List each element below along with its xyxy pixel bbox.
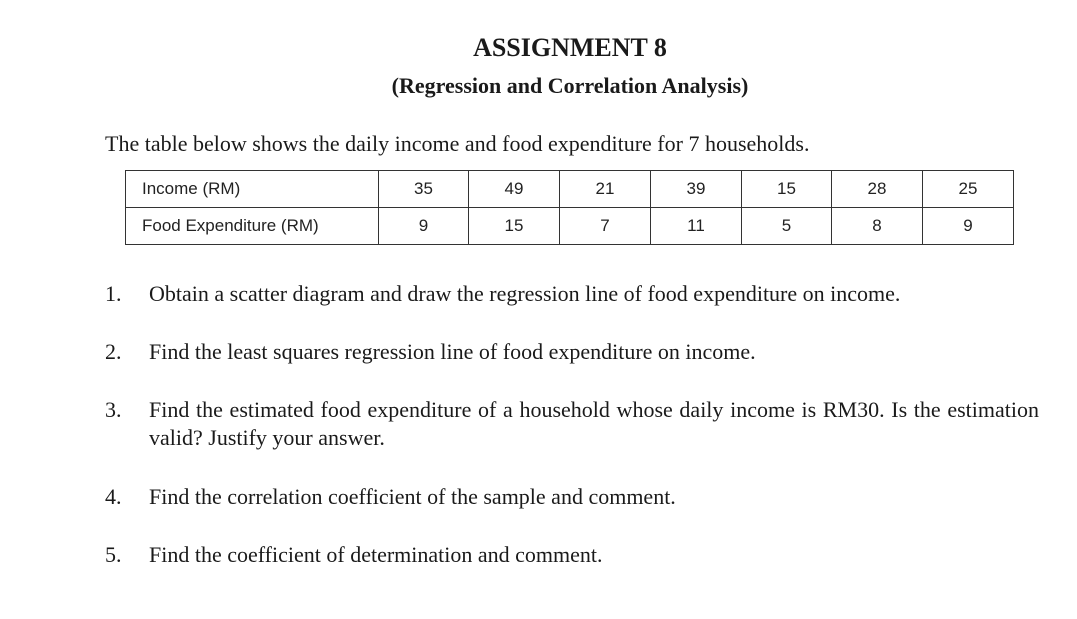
question-number: 4. <box>105 484 122 509</box>
question-number: 2. <box>105 339 122 364</box>
question-number: 5. <box>105 542 122 567</box>
table-cell: 21 <box>560 171 651 208</box>
row-header: Income (RM) <box>126 171 379 208</box>
table-row-food-expenditure <box>126 208 1014 245</box>
table-cell: 5 <box>742 208 832 245</box>
question-number: 1. <box>105 281 122 306</box>
table-cell: 9 <box>923 208 1014 245</box>
table-cell: 9 <box>379 208 469 245</box>
table-cell: 49 <box>469 171 560 208</box>
question-text: Find the coefficient of determination and comment. <box>149 542 603 567</box>
table-cell: 7 <box>560 208 651 245</box>
page-subtitle: (Regression and Correlation Analysis) <box>391 73 749 98</box>
row-header: Food Expenditure (RM) <box>126 208 379 245</box>
table-cell: 15 <box>469 208 560 245</box>
page-title: ASSIGNMENT 8 <box>473 33 667 62</box>
table-cell: 15 <box>742 171 832 208</box>
table-cell: 28 <box>832 171 923 208</box>
data-table <box>125 170 1014 245</box>
table-cell: 11 <box>651 208 742 245</box>
question-text: Obtain a scatter diagram and draw the regression line of food expenditure on income. <box>149 281 901 306</box>
table-cell: 39 <box>651 171 742 208</box>
table-cell: 25 <box>923 171 1014 208</box>
intro-text: The table below shows the daily income and food expenditure for 7 households. <box>105 131 810 156</box>
question-text: Find the least squares regression line of food expenditure on income. <box>149 339 756 364</box>
question-text: Find the correlation coefficient of the sample and comment. <box>149 484 676 509</box>
question-number: 3. <box>105 397 122 422</box>
table-cell: 35 <box>379 171 469 208</box>
table-row-income <box>126 171 1014 208</box>
question-text: Find the estimated food expenditure of a household whose daily income is RM30. Is the estimation valid? Justify your answer. <box>149 397 1039 450</box>
table-cell: 8 <box>832 208 923 245</box>
